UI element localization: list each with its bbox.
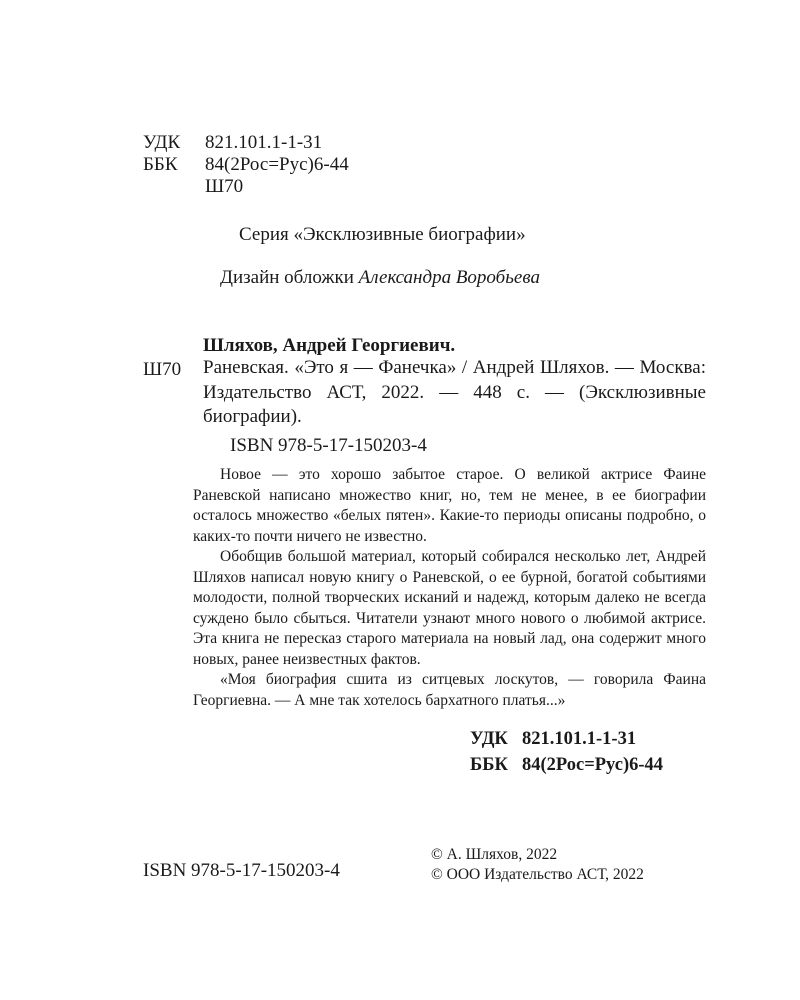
udk-value: 821.101.1-1-31 xyxy=(522,729,637,749)
cover-design-line xyxy=(220,267,540,289)
bib-mark: Ш70 xyxy=(143,359,182,380)
udk-line xyxy=(143,132,349,154)
cover-design-label: Дизайн обложки xyxy=(220,267,354,288)
copyright-publisher: © ООО Издательство АСТ, 2022 xyxy=(431,866,644,883)
classification-block xyxy=(143,132,349,198)
udk-label: УДК xyxy=(143,132,181,153)
author-mark: Ш70 xyxy=(205,176,244,197)
bib-isbn: ISBN 978-5-17-150203-4 xyxy=(230,435,427,456)
abstract-paragraph: «Моя биография сшита из ситцевых лоскутов, — говорила Фаина Георгиевна. — А мне так хотелось бархатного платья...» xyxy=(193,671,706,709)
abstract-paragraph: Новое — это хорошо забытое старое. О великой актрисе Фаине Раневской написано множество книг, но, тем не менее, в ее биографии осталось множество «белых пятен». Какие-то периоды описаны подробно, о каких-то почти ничего не известно. xyxy=(193,466,706,545)
abstract-paragraph: Обобщив большой материал, который собирался несколько лет, Андрей Шляхов написал новую книгу о Раневской, о ее бурной, богатой событиями молодости, полной творческих исканий и надежд, которым далеко не всегда суждено было сбыться. Читатели узнают много нового о любимой актрисе. Эта книга не пересказ старого материала на новый лад, она содержит много новых, ранее неизвестных фактов. xyxy=(193,548,706,668)
bbk-value: 84(2Рос=Рус)6-44 xyxy=(522,755,664,775)
udk-label: УДК xyxy=(470,729,508,749)
bib-author: Шляхов, Андрей Георгиевич. xyxy=(203,335,456,356)
bbk-label: ББК xyxy=(143,154,178,175)
author-mark-line xyxy=(143,176,349,198)
bbk-label: ББК xyxy=(470,755,508,775)
footer-isbn: ISBN 978-5-17-150203-4 xyxy=(143,860,340,881)
copyright-author: © А. Шляхов, 2022 xyxy=(431,846,558,863)
udk-value: 821.101.1-1-31 xyxy=(205,132,323,153)
classification-repeat xyxy=(470,726,663,778)
bbk-line xyxy=(470,752,663,778)
bbk-line xyxy=(143,154,349,176)
series-line: Серия «Эксклюзивные биографии» xyxy=(239,224,526,245)
bbk-value: 84(2Рос=Рус)6-44 xyxy=(205,154,349,175)
abstract xyxy=(193,465,706,711)
udk-line xyxy=(470,726,663,752)
bib-description: Раневская. «Это я — Фанечка» / Андрей Шляхов. — Москва: Издательство АСТ, 2022. — 448 с. — (Эксклюзивные биографии). xyxy=(203,357,706,427)
copyright-block xyxy=(431,845,644,885)
cover-designer-name: Александра Воробьева xyxy=(358,267,540,288)
